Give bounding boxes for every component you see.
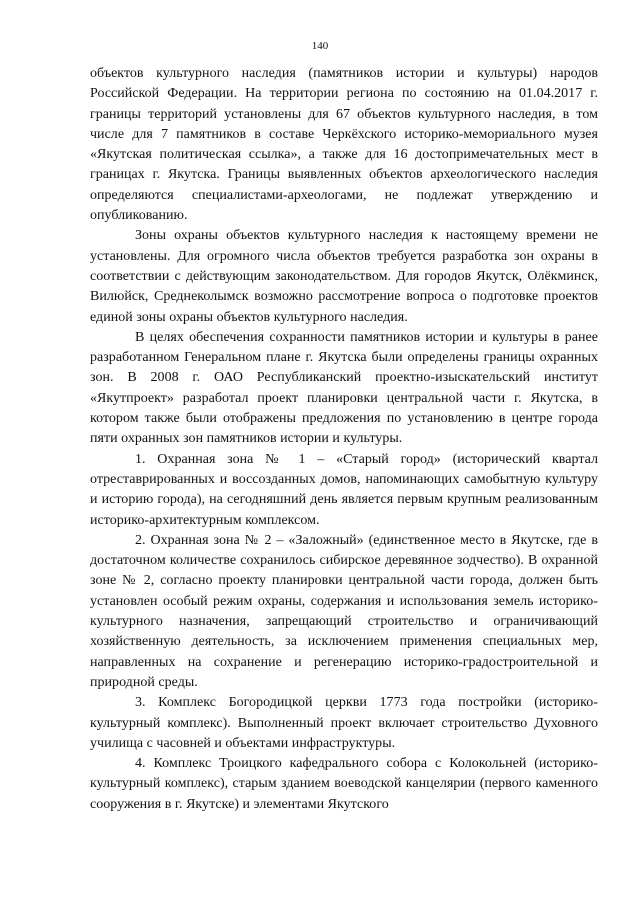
paragraph-2: Зоны охраны объектов культурного наследия к настоящему времени не установлены. Для огромного числа объектов требуется разработка зон охраны в соответствии с действующим законодательством. Для городов Якутск, Олёкминск, Вилюйск, Среднеколымск возможно рассмотрение вопроса о подготовке проектов единой зоны охраны объектов культурного наследия.	[90, 228, 598, 325]
paragraph-1: объектов культурного наследия (памятников истории и культуры) народов Российской Федерации. На территории региона по состоянию на 01.04.2017 г. границы территорий установлены для 67 объектов культурного наследия, в том числе для 7 памятников в составе Черкёхского историко-мемориального музея «Якутская политическая ссылка», а также для 16 достопримечательных мест в границах г. Якутска. Границы выявленных объектов археологического наследия определяются специалистами-археологами, не подлежат утверждению и опубликованию.	[90, 66, 598, 224]
list-item-1: 1. Охранная зона № 1 – «Старый город» (исторический квартал отреставрированных и воссозданных домов, напоминающих самобытную культуру и историю города), на сегодняшний день является первым крупным реализованным историко-архитектурным комплексом.	[90, 451, 598, 528]
paragraph-3: В целях обеспечения сохранности памятников истории и культуры в ранее разработанном Генеральном плане г. Якутска были определены границы охранных зон. В 2008 г. ОАО Республиканский проектно-изыскательский институт «Якутпроект» разработал проект планировки центральной части г. Якутска, в котором также были отображены предложения по установлению в центре города пяти охранных зон памятников истории и культуры.	[90, 329, 598, 447]
list-item-3: 3. Комплекс Богородицкой церкви 1773 года постройки (историко-культурный комплекс). Выполненный проект включает строительство Духовного училища с часовней и объектами инфраструктуры.	[90, 695, 598, 751]
list-item-4: 4. Комплекс Троицкого кафедрального собора с Колокольней (историко-культурный комплекс), старым зданием воеводской канцелярии (первого каменного сооружения в г. Якутске) и элементами Якутского	[90, 756, 598, 812]
page-number: 140	[311, 40, 329, 52]
list-item-2: 2. Охранная зона № 2 – «Заложный» (единственное место в Якутске, где в достаточном количестве сохранилось сибирское деревянное зодчество). В охранной зоне № 2, согласно проекту планировки центральной части города, должен быть установлен особый режим охраны, содержания и использования земель историко-культурного назначения, запрещающий строительство и ограничивающий хозяйственную деятельность, за исключением применения специальных мер, направленных на сохранение и регенерацию историко-градостроительной и природной среды.	[90, 532, 598, 690]
document-body	[90, 64, 598, 815]
